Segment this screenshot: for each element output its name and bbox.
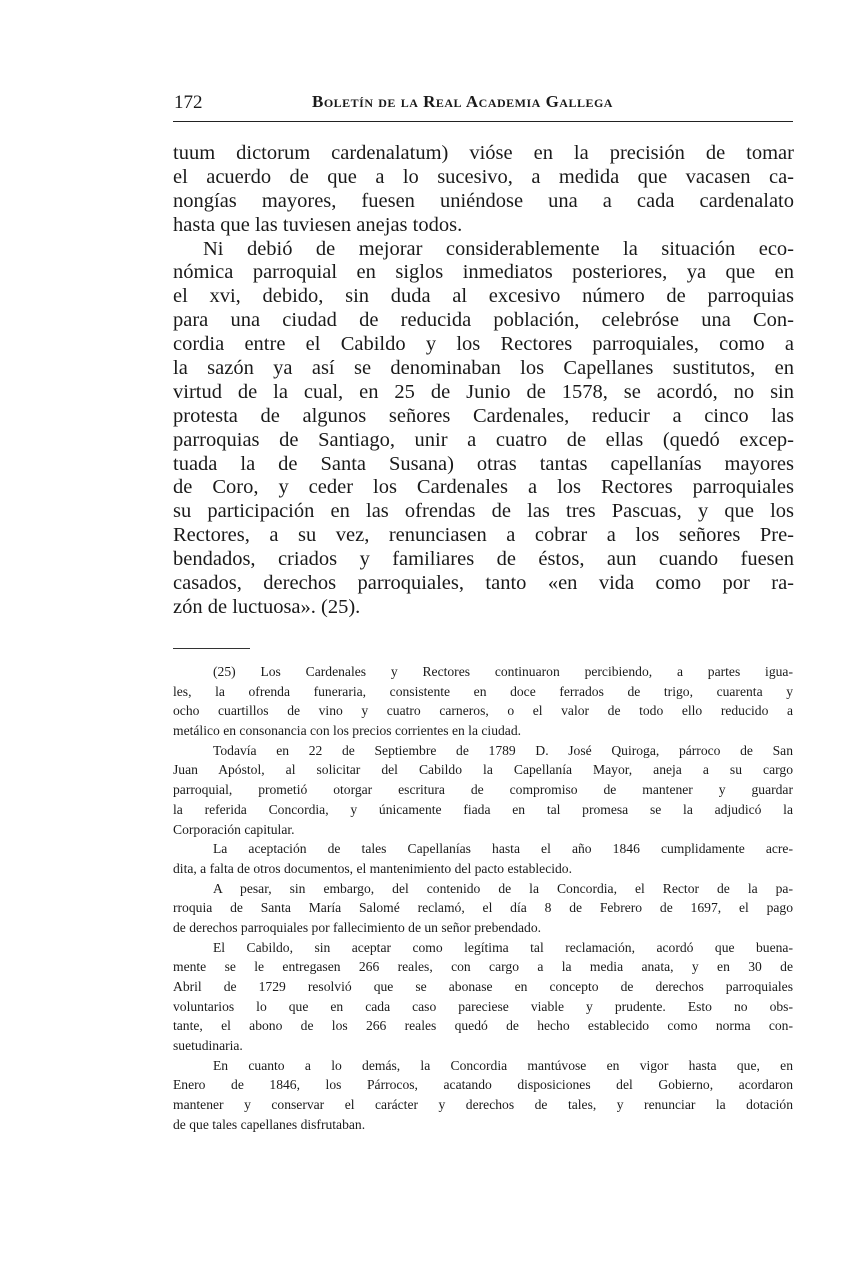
footnote-line: Juan Apóstol, al solicitar del Cabildo la Capellanía Mayor, aneja a su cargo — [173, 762, 793, 778]
text-line: casados, derechos parroquiales, tanto «en vida como por ra- — [173, 572, 794, 595]
footnote-line: El Cabildo, sin aceptar como legítima tal reclamación, acordó que buena- — [213, 939, 793, 955]
text-line: cordia entre el Cabildo y los Rectores parroquiales, como a — [173, 333, 794, 356]
footnote-line: (25) Los Cardenales y Rectores continuaron percibiendo, a partes igua- — [213, 664, 793, 679]
footnote-line: ocho cuartillos de vino y cuatro carneros, o el valor de todo ello reducido a — [173, 703, 793, 719]
footnote-line: de que tales capellanes disfrutaban. — [173, 1116, 366, 1132]
footnote-line: Todavía en 22 de Septiembre de 1789 D. José Quiroga, párroco de San — [213, 742, 793, 758]
footnote-line: les, la ofrenda funeraria, consistente en doce ferrados de trigo, cuarenta y — [173, 683, 793, 699]
footnote-line: La aceptación de tales Capellanías hasta el año 1846 cumplidamente acre- — [213, 841, 793, 857]
text-line: Ni debió de mejorar considerablemente la situación eco- — [203, 237, 794, 260]
footnote-line: suetudinaria. — [173, 1038, 243, 1054]
text-line: su participación en las ofrendas de las tres Pascuas, y que los — [173, 500, 794, 523]
text-line: zón de luctuosa». (25). — [173, 595, 361, 618]
footnote-line: mantener y conservar el carácter y derechos de tales, y renunciar la dotación — [173, 1097, 793, 1113]
text-line: tuada la de Santa Susana) otras tantas capellanías mayores — [173, 452, 794, 475]
text-line: parroquias de Santiago, unir a cuatro de ellas (quedó excep- — [173, 428, 794, 451]
footnote-line: Abril de 1729 resolvió que se abonase en concepto de derechos parroquiales — [173, 979, 793, 994]
footnote-line: parroquial, prometió otorgar escritura de compromiso de mantener y guardar — [173, 782, 793, 798]
text-line: de Coro, y ceder los Cardenales a los Rectores parroquiales — [173, 476, 794, 499]
running-header-title: Boletín de la Real Academia Gallega — [312, 92, 613, 111]
text-line: el acuerdo de que a lo sucesivo, a medida que vacasen ca- — [173, 165, 794, 188]
text-line: hasta que las tuviesen anejas todos. — [173, 213, 463, 236]
text-line: tuum dictorum cardenalatum) vióse en la precisión de tomar — [173, 142, 794, 164]
text-line: Rectores, a su vez, renunciasen a cobrar a los señores Pre- — [173, 524, 794, 547]
text-line: bendados, criados y familiares de éstos, aun cuando fuesen — [173, 548, 794, 571]
text-line: nómica parroquial en siglos inmediatos posteriores, ya que en — [173, 261, 794, 284]
text-line: para una ciudad de reducida población, celebróse una Con- — [173, 309, 794, 332]
footnote-line: dita, a falta de otros documentos, el mantenimiento del pacto establecido. — [173, 860, 572, 876]
footnote-line: rroquia de Santa María Salomé reclamó, el día 8 de Febrero de 1697, el pago — [173, 900, 793, 916]
text-line: virtud de la cual, en 25 de Junio de 1578, se acordó, no sin — [173, 380, 794, 403]
footnote-line: metálico en consonancia con los precios corrientes en la ciudad. — [173, 723, 522, 739]
footnote-line: En cuanto a lo demás, la Concordia mantúvose en vigor hasta que, en — [213, 1057, 793, 1073]
text-line: la sazón ya así se denominaban los Capellanes sustitutos, en — [173, 357, 794, 380]
footnote-line: Enero de 1846, los Párrocos, acatando disposiciones del Gobierno, acordaron — [173, 1077, 793, 1093]
footnote-line: voluntarios lo que en cada caso pareciese viable y prudente. Esto no obs- — [173, 998, 793, 1014]
footnote-line: de derechos parroquiales por fallecimiento de un señor prebendado. — [173, 919, 542, 935]
footnote-rule — [173, 648, 250, 649]
footnote — [173, 662, 793, 1135]
header-rule — [173, 121, 793, 122]
footnote-line: Corporación capitular. — [173, 821, 295, 837]
text-line: protesta de algunos señores Cardenales, reducir a cinco las — [173, 404, 794, 427]
footnote-line: mente se le entregasen 266 reales, con cargo a la media anata, y en 30 de — [173, 959, 793, 975]
text-line: nongías mayores, fuesen uniéndose una a cada cardenalato — [173, 189, 794, 212]
footnote-line: tante, el abono de los 266 reales quedó de hecho establecido como norma con- — [173, 1018, 793, 1034]
footnote-line: la referida Concordia, y únicamente fiada en tal promesa se la adjudicó la — [173, 801, 793, 817]
page-number: 172 — [174, 92, 203, 113]
main-text — [173, 142, 794, 620]
footnote-line: A pesar, sin embargo, del contenido de la Concordia, el Rector de la pa- — [213, 880, 793, 896]
text-line: el xvi, debido, sin duda al excesivo número de parroquias — [173, 285, 794, 308]
